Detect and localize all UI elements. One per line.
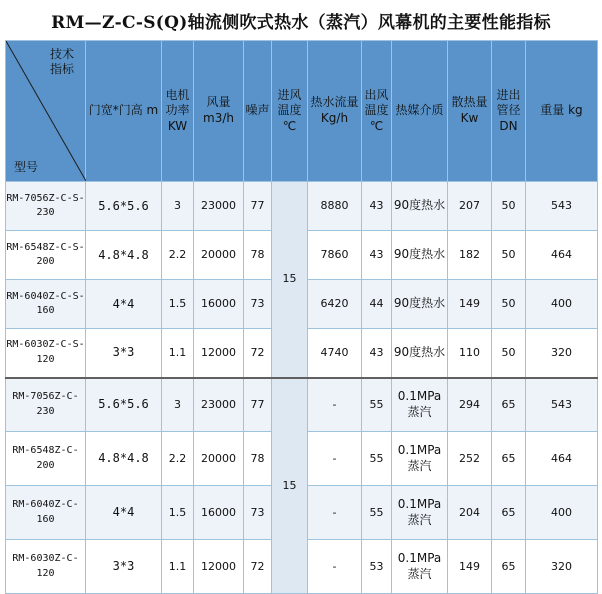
document-title: RM—Z-C-S(Q)轴流侧吹式热水（蒸汽）风幕机的主要性能指标 <box>51 12 551 33</box>
outlet-temp-cell: 55 <box>362 378 392 432</box>
door-size-cell: 3*3 <box>86 329 162 378</box>
medium-cell: 90度热水 <box>392 280 448 329</box>
spec-table-frame <box>5 40 599 580</box>
model-cell: RM-6030Z-C-120 <box>6 540 86 594</box>
outlet-temp-cell: 44 <box>362 280 392 329</box>
model-cell: RM-6030Z-C-S-120 <box>6 329 86 378</box>
water-flow-cell: - <box>308 378 362 432</box>
outlet-temp-cell: 55 <box>362 486 392 540</box>
airflow-cell: 12000 <box>194 540 244 594</box>
door-size-cell: 5.6*5.6 <box>86 182 162 231</box>
header-corner-cell <box>6 41 86 182</box>
water-flow-cell: 4740 <box>308 329 362 378</box>
weight-cell: 543 <box>526 182 598 231</box>
pipe-cell: 50 <box>492 329 526 378</box>
heat-cell: 294 <box>448 378 492 432</box>
weight-cell: 464 <box>526 231 598 280</box>
header-pipe: 进出管径 DN <box>492 41 526 182</box>
door-size-cell: 4*4 <box>86 280 162 329</box>
weight-cell: 464 <box>526 432 598 486</box>
header-inlet-temp: 进风温度 ℃ <box>272 41 308 182</box>
pipe-cell: 65 <box>492 486 526 540</box>
header-power: 电机功率 KW <box>162 41 194 182</box>
power-cell: 2.2 <box>162 231 194 280</box>
water-flow-cell: 8880 <box>308 182 362 231</box>
pipe-cell: 65 <box>492 378 526 432</box>
door-size-cell: 4*4 <box>86 486 162 540</box>
header-row <box>6 41 598 182</box>
outlet-temp-cell: 53 <box>362 540 392 594</box>
medium-cell: 90度热水 <box>392 182 448 231</box>
pipe-cell: 50 <box>492 231 526 280</box>
heat-cell: 207 <box>448 182 492 231</box>
power-cell: 1.5 <box>162 486 194 540</box>
water-flow-cell: - <box>308 432 362 486</box>
power-cell: 3 <box>162 182 194 231</box>
model-cell: RM-6548Z-C-S-200 <box>6 231 86 280</box>
water-flow-cell: 7860 <box>308 231 362 280</box>
header-door: 门宽*门高 m <box>86 41 162 182</box>
airflow-cell: 20000 <box>194 231 244 280</box>
power-cell: 1.5 <box>162 280 194 329</box>
inlet-temp-merged-cell: 15 <box>272 182 308 378</box>
noise-cell: 72 <box>244 540 272 594</box>
weight-cell: 320 <box>526 540 598 594</box>
door-size-cell: 5.6*5.6 <box>86 378 162 432</box>
heat-cell: 110 <box>448 329 492 378</box>
door-size-cell: 4.8*4.8 <box>86 432 162 486</box>
corner-label-tech: 技术指标 <box>49 47 74 76</box>
airflow-cell: 23000 <box>194 378 244 432</box>
heat-cell: 252 <box>448 432 492 486</box>
pipe-cell: 65 <box>492 432 526 486</box>
table-row <box>6 182 598 231</box>
weight-cell: 400 <box>526 280 598 329</box>
outlet-temp-cell: 55 <box>362 432 392 486</box>
airflow-cell: 20000 <box>194 432 244 486</box>
model-cell: RM-6548Z-C-200 <box>6 432 86 486</box>
header-airflow: 风量 m3/h <box>194 41 244 182</box>
model-cell: RM-6040Z-C-S-160 <box>6 280 86 329</box>
medium-cell: 0.1MPa蒸汽 <box>392 486 448 540</box>
header-medium: 热媒介质 <box>392 41 448 182</box>
airflow-cell: 12000 <box>194 329 244 378</box>
header-weight: 重量 kg <box>526 41 598 182</box>
medium-cell: 90度热水 <box>392 231 448 280</box>
header-water-flow: 热水流量 Kg/h <box>308 41 362 182</box>
weight-cell: 320 <box>526 329 598 378</box>
noise-cell: 73 <box>244 486 272 540</box>
power-cell: 1.1 <box>162 540 194 594</box>
noise-cell: 77 <box>244 378 272 432</box>
water-flow-cell: - <box>308 486 362 540</box>
inlet-temp-merged-cell: 15 <box>272 378 308 594</box>
model-cell: RM-7056Z-C-S-230 <box>6 182 86 231</box>
heat-cell: 182 <box>448 231 492 280</box>
power-cell: 1.1 <box>162 329 194 378</box>
heat-cell: 149 <box>448 280 492 329</box>
pipe-cell: 50 <box>492 280 526 329</box>
water-flow-cell: 6420 <box>308 280 362 329</box>
medium-cell: 90度热水 <box>392 329 448 378</box>
table-row <box>6 378 598 432</box>
noise-cell: 78 <box>244 432 272 486</box>
power-cell: 2.2 <box>162 432 194 486</box>
heat-cell: 149 <box>448 540 492 594</box>
pipe-cell: 50 <box>492 182 526 231</box>
noise-cell: 77 <box>244 182 272 231</box>
model-cell: RM-7056Z-C-230 <box>6 378 86 432</box>
medium-cell: 0.1MPa蒸汽 <box>392 432 448 486</box>
door-size-cell: 3*3 <box>86 540 162 594</box>
header-outlet-temp: 出风温度 ℃ <box>362 41 392 182</box>
pipe-cell: 65 <box>492 540 526 594</box>
outlet-temp-cell: 43 <box>362 182 392 231</box>
noise-cell: 72 <box>244 329 272 378</box>
door-size-cell: 4.8*4.8 <box>86 231 162 280</box>
medium-cell: 0.1MPa蒸汽 <box>392 378 448 432</box>
airflow-cell: 16000 <box>194 280 244 329</box>
weight-cell: 543 <box>526 378 598 432</box>
spec-table <box>5 40 598 594</box>
corner-label-model: 型号 <box>14 160 39 174</box>
weight-cell: 400 <box>526 486 598 540</box>
power-cell: 3 <box>162 378 194 432</box>
airflow-cell: 16000 <box>194 486 244 540</box>
model-cell: RM-6040Z-C-160 <box>6 486 86 540</box>
header-heat: 散热量 Kw <box>448 41 492 182</box>
outlet-temp-cell: 43 <box>362 231 392 280</box>
noise-cell: 73 <box>244 280 272 329</box>
airflow-cell: 23000 <box>194 182 244 231</box>
header-noise: 噪声 <box>244 41 272 182</box>
medium-cell: 0.1MPa蒸汽 <box>392 540 448 594</box>
heat-cell: 204 <box>448 486 492 540</box>
water-flow-cell: - <box>308 540 362 594</box>
noise-cell: 78 <box>244 231 272 280</box>
outlet-temp-cell: 43 <box>362 329 392 378</box>
